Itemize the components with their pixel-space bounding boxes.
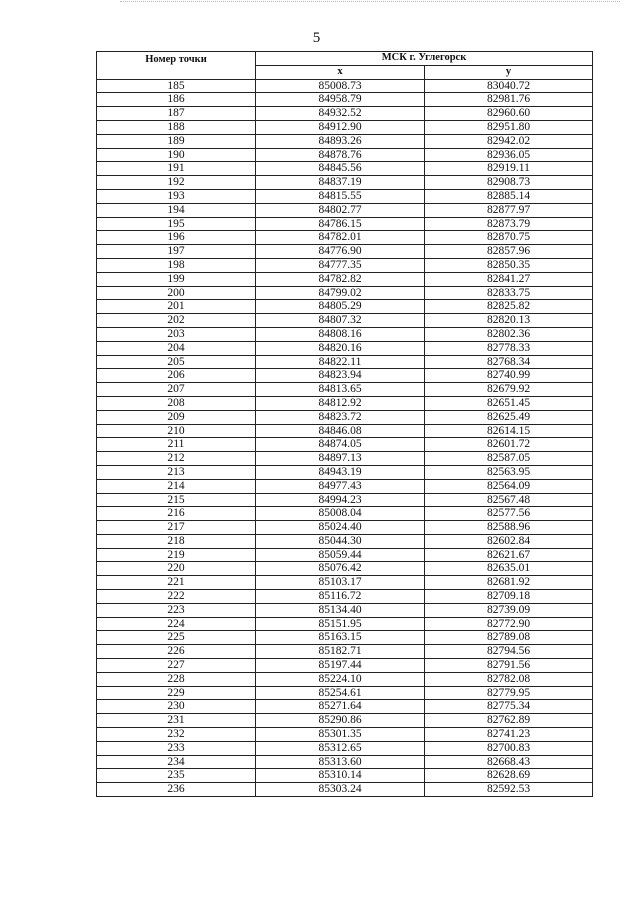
- cell-x: 84845.56: [256, 162, 425, 176]
- table-row: [97, 783, 593, 797]
- table-body: [97, 79, 593, 796]
- cell-y: 82762.89: [425, 714, 593, 728]
- cell-y: 82841.27: [425, 272, 593, 286]
- cell-x: 84977.43: [256, 479, 425, 493]
- cell-x: 84932.52: [256, 107, 425, 121]
- table-row: [97, 534, 593, 548]
- table-row: [97, 341, 593, 355]
- cell-point-number: 227: [97, 659, 256, 673]
- table-row: [97, 286, 593, 300]
- cell-point-number: 206: [97, 369, 256, 383]
- cell-y: 82873.79: [425, 217, 593, 231]
- table-row: [97, 245, 593, 259]
- cell-point-number: 215: [97, 493, 256, 507]
- cell-point-number: 224: [97, 617, 256, 631]
- cell-y: 82772.90: [425, 617, 593, 631]
- cell-y: 82741.23: [425, 728, 593, 742]
- cell-point-number: 205: [97, 355, 256, 369]
- table-row: [97, 755, 593, 769]
- cell-point-number: 225: [97, 631, 256, 645]
- cell-point-number: 199: [97, 272, 256, 286]
- cell-y: 82782.08: [425, 672, 593, 686]
- cell-x: 84815.55: [256, 189, 425, 203]
- cell-point-number: 208: [97, 396, 256, 410]
- table-header: [97, 52, 593, 80]
- table-row: [97, 258, 593, 272]
- cell-point-number: 212: [97, 452, 256, 466]
- cell-y: 82825.82: [425, 300, 593, 314]
- cell-x: 84782.82: [256, 272, 425, 286]
- cell-point-number: 235: [97, 769, 256, 783]
- cell-x: 85310.14: [256, 769, 425, 783]
- cell-point-number: 197: [97, 245, 256, 259]
- cell-point-number: 192: [97, 176, 256, 190]
- cell-y: 82681.92: [425, 576, 593, 590]
- cell-x: 84782.01: [256, 231, 425, 245]
- table-row: [97, 327, 593, 341]
- cell-y: 82942.02: [425, 134, 593, 148]
- table-row: [97, 493, 593, 507]
- cell-x: 85313.60: [256, 755, 425, 769]
- cell-y: 82768.34: [425, 355, 593, 369]
- cell-x: 84846.08: [256, 424, 425, 438]
- table-row: [97, 507, 593, 521]
- cell-y: 82936.05: [425, 148, 593, 162]
- table-row: [97, 410, 593, 424]
- table-row: [97, 272, 593, 286]
- cell-point-number: 210: [97, 424, 256, 438]
- table-row: [97, 452, 593, 466]
- cell-x: 84786.15: [256, 217, 425, 231]
- cell-y: 82778.33: [425, 341, 593, 355]
- cell-point-number: 211: [97, 438, 256, 452]
- table-row: [97, 355, 593, 369]
- table-row: [97, 562, 593, 576]
- cell-point-number: 236: [97, 783, 256, 797]
- cell-x: 84808.16: [256, 327, 425, 341]
- table-row: [97, 479, 593, 493]
- cell-y: 82567.48: [425, 493, 593, 507]
- cell-point-number: 195: [97, 217, 256, 231]
- cell-x: 85134.40: [256, 603, 425, 617]
- cell-y: 82592.53: [425, 783, 593, 797]
- cell-y: 82614.15: [425, 424, 593, 438]
- cell-y: 82563.95: [425, 465, 593, 479]
- cell-point-number: 201: [97, 300, 256, 314]
- table-row: [97, 93, 593, 107]
- table-row: [97, 603, 593, 617]
- cell-point-number: 185: [97, 79, 256, 93]
- table-row: [97, 314, 593, 328]
- cell-point-number: 218: [97, 534, 256, 548]
- cell-y: 82951.80: [425, 120, 593, 134]
- table-row: [97, 686, 593, 700]
- table-row: [97, 176, 593, 190]
- cell-point-number: 191: [97, 162, 256, 176]
- cell-point-number: 187: [97, 107, 256, 121]
- cell-y: 82577.56: [425, 507, 593, 521]
- table-row: [97, 79, 593, 93]
- cell-point-number: 214: [97, 479, 256, 493]
- table-row: [97, 659, 593, 673]
- cell-x: 84943.19: [256, 465, 425, 479]
- table-row: [97, 134, 593, 148]
- cell-point-number: 188: [97, 120, 256, 134]
- cell-x: 84893.26: [256, 134, 425, 148]
- cell-point-number: 229: [97, 686, 256, 700]
- cell-x: 84878.76: [256, 148, 425, 162]
- table-row: [97, 631, 593, 645]
- table-row: [97, 521, 593, 535]
- cell-point-number: 200: [97, 286, 256, 300]
- table-row: [97, 424, 593, 438]
- cell-x: 85044.30: [256, 534, 425, 548]
- header-point-number: Номер точки: [97, 52, 256, 80]
- table-row: [97, 231, 593, 245]
- table-row: [97, 383, 593, 397]
- cell-x: 84874.05: [256, 438, 425, 452]
- cell-point-number: 207: [97, 383, 256, 397]
- cell-x: 84807.32: [256, 314, 425, 328]
- cell-point-number: 234: [97, 755, 256, 769]
- table-row: [97, 162, 593, 176]
- cell-x: 85008.73: [256, 79, 425, 93]
- table-row: [97, 700, 593, 714]
- cell-point-number: 194: [97, 203, 256, 217]
- cell-x: 85271.64: [256, 700, 425, 714]
- page-number: 5: [312, 30, 321, 46]
- cell-x: 84820.16: [256, 341, 425, 355]
- cell-x: 84812.92: [256, 396, 425, 410]
- cell-x: 84822.11: [256, 355, 425, 369]
- cell-point-number: 226: [97, 645, 256, 659]
- cell-x: 85103.17: [256, 576, 425, 590]
- cell-x: 85008.04: [256, 507, 425, 521]
- table-row: [97, 217, 593, 231]
- cell-x: 84813.65: [256, 383, 425, 397]
- cell-y: 82779.95: [425, 686, 593, 700]
- cell-y: 82908.73: [425, 176, 593, 190]
- cell-y: 82794.56: [425, 645, 593, 659]
- cell-y: 82625.49: [425, 410, 593, 424]
- cell-x: 85059.44: [256, 548, 425, 562]
- cell-point-number: 190: [97, 148, 256, 162]
- table-row: [97, 714, 593, 728]
- cell-x: 85116.72: [256, 590, 425, 604]
- cell-point-number: 186: [97, 93, 256, 107]
- table-row: [97, 120, 593, 134]
- header-x: x: [256, 65, 425, 79]
- cell-y: 82870.75: [425, 231, 593, 245]
- cell-y: 82651.45: [425, 396, 593, 410]
- cell-point-number: 203: [97, 327, 256, 341]
- cell-y: 82668.43: [425, 755, 593, 769]
- cell-x: 84802.77: [256, 203, 425, 217]
- cell-x: 84777.35: [256, 258, 425, 272]
- cell-x: 84823.72: [256, 410, 425, 424]
- cell-x: 85303.24: [256, 783, 425, 797]
- table-row: [97, 769, 593, 783]
- cell-x: 84994.23: [256, 493, 425, 507]
- cell-point-number: 231: [97, 714, 256, 728]
- table-row: [97, 148, 593, 162]
- cell-point-number: 204: [97, 341, 256, 355]
- cell-y: 82919.11: [425, 162, 593, 176]
- cell-y: 82789.08: [425, 631, 593, 645]
- scan-edge-line: [120, 1, 620, 2]
- cell-x: 85254.61: [256, 686, 425, 700]
- cell-x: 85224.10: [256, 672, 425, 686]
- cell-y: 82857.96: [425, 245, 593, 259]
- table-row: [97, 590, 593, 604]
- cell-y: 82981.76: [425, 93, 593, 107]
- cell-x: 84805.29: [256, 300, 425, 314]
- cell-point-number: 209: [97, 410, 256, 424]
- cell-x: 85290.86: [256, 714, 425, 728]
- cell-y: 82850.35: [425, 258, 593, 272]
- cell-point-number: 230: [97, 700, 256, 714]
- cell-y: 82775.34: [425, 700, 593, 714]
- cell-y: 82802.36: [425, 327, 593, 341]
- cell-x: 84823.94: [256, 369, 425, 383]
- cell-x: 85076.42: [256, 562, 425, 576]
- table-row: [97, 576, 593, 590]
- table-row: [97, 672, 593, 686]
- cell-point-number: 222: [97, 590, 256, 604]
- cell-point-number: 189: [97, 134, 256, 148]
- cell-point-number: 220: [97, 562, 256, 576]
- cell-y: 82635.01: [425, 562, 593, 576]
- cell-y: 82820.13: [425, 314, 593, 328]
- cell-point-number: 213: [97, 465, 256, 479]
- cell-point-number: 221: [97, 576, 256, 590]
- cell-point-number: 202: [97, 314, 256, 328]
- table-row: [97, 645, 593, 659]
- cell-x: 84799.02: [256, 286, 425, 300]
- cell-y: 82739.09: [425, 603, 593, 617]
- cell-x: 85163.15: [256, 631, 425, 645]
- cell-y: 82564.09: [425, 479, 593, 493]
- cell-y: 82587.05: [425, 452, 593, 466]
- cell-point-number: 232: [97, 728, 256, 742]
- cell-y: 82602.84: [425, 534, 593, 548]
- table-row: [97, 396, 593, 410]
- table-row: [97, 203, 593, 217]
- cell-point-number: 228: [97, 672, 256, 686]
- cell-point-number: 196: [97, 231, 256, 245]
- cell-y: 82740.99: [425, 369, 593, 383]
- cell-y: 82877.97: [425, 203, 593, 217]
- cell-point-number: 233: [97, 741, 256, 755]
- table-row: [97, 617, 593, 631]
- cell-point-number: 223: [97, 603, 256, 617]
- cell-y: 82709.18: [425, 590, 593, 604]
- cell-x: 84897.13: [256, 452, 425, 466]
- cell-point-number: 217: [97, 521, 256, 535]
- cell-point-number: 216: [97, 507, 256, 521]
- cell-y: 82601.72: [425, 438, 593, 452]
- cell-x: 85197.44: [256, 659, 425, 673]
- cell-y: 82791.56: [425, 659, 593, 673]
- cell-point-number: 219: [97, 548, 256, 562]
- cell-y: 82700.83: [425, 741, 593, 755]
- table-row: [97, 369, 593, 383]
- cell-point-number: 198: [97, 258, 256, 272]
- header-y: y: [425, 65, 593, 79]
- cell-y: 82885.14: [425, 189, 593, 203]
- table-row: [97, 107, 593, 121]
- cell-y: 82628.69: [425, 769, 593, 783]
- cell-x: 85301.35: [256, 728, 425, 742]
- cell-y: 83040.72: [425, 79, 593, 93]
- table-row: [97, 300, 593, 314]
- cell-y: 82621.67: [425, 548, 593, 562]
- cell-y: 82588.96: [425, 521, 593, 535]
- cell-point-number: 193: [97, 189, 256, 203]
- table-row: [97, 438, 593, 452]
- cell-x: 85182.71: [256, 645, 425, 659]
- cell-y: 82833.75: [425, 286, 593, 300]
- cell-y: 82679.92: [425, 383, 593, 397]
- cell-x: 84837.19: [256, 176, 425, 190]
- table-row: [97, 741, 593, 755]
- table-row: [97, 548, 593, 562]
- table-row: [97, 465, 593, 479]
- cell-x: 85024.40: [256, 521, 425, 535]
- header-coordinate-system: МСК г. Углегорск: [256, 52, 593, 66]
- cell-y: 82960.60: [425, 107, 593, 121]
- coordinates-table: [96, 51, 593, 797]
- cell-x: 84776.90: [256, 245, 425, 259]
- cell-x: 85312.65: [256, 741, 425, 755]
- cell-x: 85151.95: [256, 617, 425, 631]
- table-row: [97, 728, 593, 742]
- cell-x: 84912.90: [256, 120, 425, 134]
- cell-x: 84958.79: [256, 93, 425, 107]
- table-row: [97, 189, 593, 203]
